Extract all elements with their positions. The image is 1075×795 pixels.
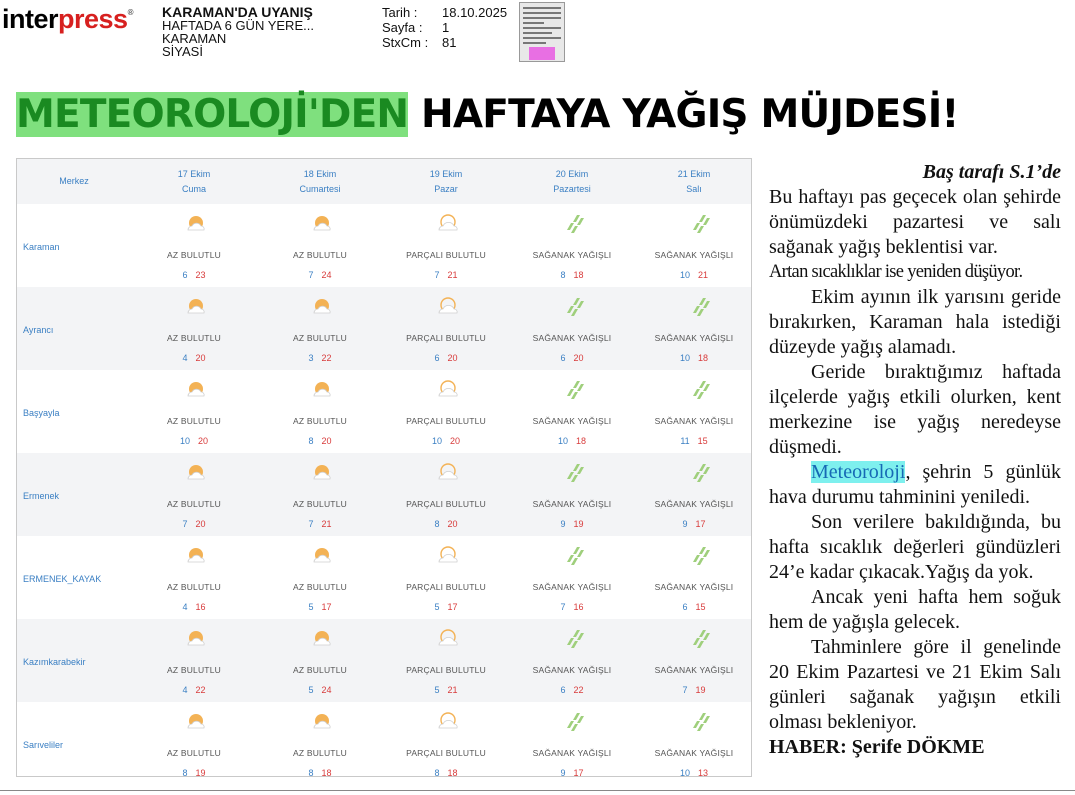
- temperature-range: [131, 602, 257, 612]
- forecast-cell: [383, 702, 509, 777]
- forecast-cell: [635, 619, 752, 702]
- high-temp: 22: [195, 685, 206, 695]
- temperature-range: [131, 353, 257, 363]
- partly-cloudy-icon: [185, 295, 207, 317]
- temperature-range: [257, 270, 383, 280]
- low-temp: 4: [182, 602, 188, 612]
- rain-icon: [689, 212, 711, 234]
- clipping-city: KARAMAN: [162, 31, 227, 46]
- forecast-cell: [635, 453, 752, 536]
- high-temp: 20: [447, 353, 458, 363]
- low-temp: 6: [682, 602, 688, 612]
- low-temp: 4: [182, 353, 188, 363]
- condition-text: PARÇALI BULUTLU: [406, 416, 486, 426]
- condition-text: PARÇALI BULUTLU: [406, 582, 486, 592]
- continued-from: Baş tarafı S.1’de: [922, 161, 1061, 183]
- high-temp: 24: [321, 270, 332, 280]
- low-temp: 10: [179, 436, 190, 446]
- high-temp: 20: [447, 519, 458, 529]
- temperature-range: [257, 602, 383, 612]
- paragraph: Son verilere bakıldığında, bu hafta sıcaklık değerleri gündüzleri 24’e kadar çıkacak.Yağış da yok.: [769, 511, 1061, 583]
- forecast-cell: [509, 702, 635, 777]
- high-temp: 22: [573, 685, 584, 695]
- condition-text: SAĞANAK YAĞIŞLI: [654, 499, 734, 509]
- temperature-range: [635, 768, 752, 777]
- high-temp: 19: [695, 685, 706, 695]
- thumbnail-highlight: [529, 47, 555, 60]
- low-temp: 4: [182, 685, 188, 695]
- condition-text: AZ BULUTLU: [293, 416, 347, 426]
- partly-cloudy-icon: [311, 378, 333, 400]
- temperature-range: [635, 602, 752, 612]
- condition-text: SAĞANAK YAĞIŞLI: [532, 748, 612, 758]
- high-temp: 18: [698, 353, 709, 363]
- low-temp: 7: [182, 519, 188, 529]
- forecast-cell: [131, 287, 257, 370]
- low-temp: 10: [679, 768, 690, 777]
- cloudy-sun-icon: [437, 544, 459, 566]
- high-temp: 13: [698, 768, 709, 777]
- condition-text: SAĞANAK YAĞIŞLI: [532, 665, 612, 675]
- temperature-range: [383, 436, 509, 446]
- forecast-cell: [131, 619, 257, 702]
- high-temp: 24: [321, 685, 332, 695]
- clipping-subtitle: HAFTADA 6 GÜN YERE...: [162, 18, 314, 33]
- low-temp: 5: [308, 602, 314, 612]
- high-temp: 20: [321, 436, 332, 446]
- publication-name: KARAMAN'DA UYANIŞ: [162, 4, 313, 20]
- condition-text: AZ BULUTLU: [167, 416, 221, 426]
- temperature-range: [383, 768, 509, 777]
- interpress-logo: [2, 4, 133, 35]
- temperature-range: [635, 436, 752, 446]
- rain-icon: [689, 627, 711, 649]
- forecast-cell: [383, 619, 509, 702]
- article-headline: [16, 92, 1066, 137]
- temperature-range: [509, 353, 635, 363]
- partly-cloudy-icon: [185, 378, 207, 400]
- high-temp: 20: [195, 519, 206, 529]
- forecast-cell: [131, 536, 257, 619]
- forecast-row: [17, 619, 751, 702]
- city-name: Ermenek: [23, 491, 60, 501]
- city-name: Ayrancı: [23, 325, 54, 335]
- forecast-row: [17, 287, 751, 370]
- forecast-cell: [635, 287, 752, 370]
- date-label: Tarih :: [382, 5, 418, 20]
- forecast-cell: [383, 287, 509, 370]
- partly-cloudy-icon: [185, 627, 207, 649]
- condition-text: SAĞANAK YAĞIŞLI: [532, 333, 612, 343]
- day-header: 18 Ekim Cumartesi: [299, 169, 341, 194]
- condition-text: SAĞANAK YAĞIŞLI: [532, 250, 612, 260]
- forecast-header-row: [17, 159, 751, 204]
- temperature-range: [131, 685, 257, 695]
- weather-forecast-table: [16, 158, 752, 777]
- low-temp: 10: [431, 436, 442, 446]
- forecast-cell: [131, 702, 257, 777]
- forecast-cell: [383, 370, 509, 453]
- partly-cloudy-icon: [185, 710, 207, 732]
- rain-icon: [563, 212, 585, 234]
- paragraph: Meteoroloji, şehrin 5 günlük hava durumu tahminini yeniledi.: [769, 461, 1061, 508]
- temperature-range: [635, 270, 752, 280]
- low-temp: 9: [682, 519, 688, 529]
- forecast-cell: [635, 536, 752, 619]
- condition-text: AZ BULUTLU: [293, 333, 347, 343]
- high-temp: 21: [321, 519, 332, 529]
- high-temp: 19: [573, 519, 584, 529]
- paragraph: Ekim ayının ilk yarısını geride bırakırken, Karaman hala istediği düzeyde yağış alamadı.: [769, 286, 1061, 358]
- low-temp: 8: [308, 768, 314, 777]
- forecast-row: [17, 370, 751, 453]
- forecast-cell: [257, 536, 383, 619]
- forecast-cell: [509, 619, 635, 702]
- temperature-range: [257, 685, 383, 695]
- day-header: 20 Ekim Pazartesi: [553, 169, 591, 194]
- partly-cloudy-icon: [311, 212, 333, 234]
- condition-text: PARÇALI BULUTLU: [406, 250, 486, 260]
- cloudy-sun-icon: [437, 461, 459, 483]
- temperature-range: [257, 353, 383, 363]
- condition-text: SAĞANAK YAĞIŞLI: [654, 250, 734, 260]
- condition-text: AZ BULUTLU: [167, 499, 221, 509]
- date-value: 18.10.2025: [442, 5, 508, 20]
- temperature-range: [635, 519, 752, 529]
- temperature-range: [509, 270, 635, 280]
- city-name: Karaman: [23, 242, 60, 252]
- low-temp: 8: [434, 768, 440, 777]
- temperature-range: [257, 519, 383, 529]
- condition-text: PARÇALI BULUTLU: [406, 748, 486, 758]
- rain-icon: [689, 295, 711, 317]
- condition-text: SAĞANAK YAĞIŞLI: [532, 499, 612, 509]
- forecast-row: [17, 536, 751, 619]
- rain-icon: [563, 378, 585, 400]
- forecast-cell: [257, 287, 383, 370]
- page-value: 1: [442, 20, 450, 35]
- high-temp: 20: [195, 353, 206, 363]
- high-temp: 17: [573, 768, 584, 777]
- forecast-cell: [383, 536, 509, 619]
- stxcm-value: 81: [442, 35, 457, 50]
- forecast-cell: [257, 619, 383, 702]
- merkez-header: Merkez: [59, 176, 89, 186]
- city-name: ERMENEK_KAYAK: [23, 574, 102, 584]
- low-temp: 7: [434, 270, 440, 280]
- temperature-range: [131, 768, 257, 777]
- high-temp: 18: [576, 436, 587, 446]
- paragraph: Ancak yeni hafta hem soğuk hem de yağışla gelecek.: [769, 586, 1061, 633]
- condition-text: AZ BULUTLU: [167, 665, 221, 675]
- high-temp: 19: [195, 768, 206, 777]
- forecast-cell: [383, 204, 509, 287]
- low-temp: 7: [682, 685, 688, 695]
- forecast-cell: [635, 702, 752, 777]
- temperature-range: [131, 436, 257, 446]
- rain-icon: [563, 627, 585, 649]
- forecast-cell: [383, 453, 509, 536]
- logo-part2: press: [58, 4, 128, 34]
- low-temp: 6: [182, 270, 188, 280]
- temperature-range: [635, 685, 752, 695]
- condition-text: AZ BULUTLU: [167, 250, 221, 260]
- article-body: [769, 160, 1061, 760]
- day-header: 17 Ekim Cuma: [177, 169, 211, 194]
- paragraph: Tahminlere göre il genelinde 20 Ekim Pazartesi ve 21 Ekim Salı günleri sağanak yağışın etkili olması bekleniyor.: [769, 636, 1061, 733]
- forecast-cell: [635, 370, 752, 453]
- forecast-cell: [635, 204, 752, 287]
- cloudy-sun-icon: [437, 212, 459, 234]
- partly-cloudy-icon: [311, 295, 333, 317]
- high-temp: 17: [695, 519, 706, 529]
- clipping-info: [162, 6, 314, 58]
- page-thumbnail[interactable]: [519, 2, 565, 62]
- high-temp: 17: [447, 602, 458, 612]
- forecast-cell: [131, 370, 257, 453]
- high-temp: 18: [573, 270, 584, 280]
- condition-text: AZ BULUTLU: [293, 499, 347, 509]
- forecast-cell: [257, 453, 383, 536]
- forecast-cell: [131, 453, 257, 536]
- condition-text: AZ BULUTLU: [167, 582, 221, 592]
- temperature-range: [131, 519, 257, 529]
- day-header: 21 Ekim Salı: [677, 169, 711, 194]
- high-temp: 16: [195, 602, 206, 612]
- condition-text: SAĞANAK YAĞIŞLI: [654, 333, 734, 343]
- condition-text: SAĞANAK YAĞIŞLI: [654, 582, 734, 592]
- high-temp: 16: [573, 602, 584, 612]
- forecast-cell: [509, 370, 635, 453]
- paragraph: Bu haftayı pas geçecek olan şehirde önümüzdeki pazartesi ve salı sağanak yağış beklentisi var.: [769, 186, 1061, 258]
- high-temp: 20: [573, 353, 584, 363]
- byline: HABER: Şerife DÖKME: [769, 736, 985, 758]
- cloudy-sun-icon: [437, 378, 459, 400]
- forecast-cell: [509, 204, 635, 287]
- cloudy-sun-icon: [437, 710, 459, 732]
- city-name: Kazımkarabekir: [23, 657, 86, 667]
- condition-text: SAĞANAK YAĞIŞLI: [654, 416, 734, 426]
- temperature-range: [509, 519, 635, 529]
- rain-icon: [563, 461, 585, 483]
- low-temp: 10: [679, 353, 690, 363]
- forecast-cell: [509, 453, 635, 536]
- low-temp: 8: [182, 768, 188, 777]
- high-temp: 18: [321, 768, 332, 777]
- page-label: Sayfa :: [382, 20, 423, 35]
- paragraph: Geride bıraktığımız haftada ilçelerde yağış etkili olurken, kent merkezine ise yağış neredeyse düşmedi.: [769, 361, 1061, 458]
- condition-text: AZ BULUTLU: [293, 582, 347, 592]
- condition-text: AZ BULUTLU: [293, 748, 347, 758]
- temperature-range: [383, 519, 509, 529]
- high-temp: 22: [321, 353, 332, 363]
- forecast-cell: [257, 204, 383, 287]
- temperature-range: [509, 685, 635, 695]
- logo-part1: inter: [2, 4, 59, 34]
- rain-icon: [689, 544, 711, 566]
- forecast-row: [17, 702, 751, 777]
- page-divider: [0, 790, 1075, 791]
- low-temp: 8: [560, 270, 566, 280]
- low-temp: 7: [560, 602, 566, 612]
- low-temp: 9: [560, 519, 566, 529]
- condition-text: PARÇALI BULUTLU: [406, 333, 486, 343]
- high-temp: 18: [447, 768, 458, 777]
- partly-cloudy-icon: [311, 710, 333, 732]
- high-temp: 21: [447, 685, 458, 695]
- high-temp: 21: [698, 270, 709, 280]
- forecast-cell: [131, 204, 257, 287]
- condition-text: AZ BULUTLU: [293, 250, 347, 260]
- logo-mark: ®: [127, 8, 133, 17]
- cloudy-sun-icon: [437, 295, 459, 317]
- high-temp: 21: [447, 270, 458, 280]
- low-temp: 8: [308, 436, 314, 446]
- high-temp: 15: [695, 602, 706, 612]
- rain-icon: [563, 544, 585, 566]
- low-temp: 7: [308, 270, 314, 280]
- temperature-range: [383, 270, 509, 280]
- highlighted-keyword: Meteoroloji: [811, 461, 906, 483]
- clipping-category: SİYASİ: [162, 44, 203, 59]
- forecast-cell: [509, 287, 635, 370]
- high-temp: 17: [321, 602, 332, 612]
- low-temp: 5: [434, 602, 440, 612]
- partly-cloudy-icon: [185, 461, 207, 483]
- temperature-range: [383, 685, 509, 695]
- low-temp: 5: [308, 685, 314, 695]
- temperature-range: [257, 436, 383, 446]
- temperature-range: [635, 353, 752, 363]
- partly-cloudy-icon: [185, 544, 207, 566]
- city-name: Başyayla: [23, 408, 60, 418]
- low-temp: 10: [679, 270, 690, 280]
- rain-icon: [689, 710, 711, 732]
- stxcm-label: StxCm :: [382, 35, 429, 50]
- rain-icon: [689, 378, 711, 400]
- condition-text: SAĞANAK YAĞIŞLI: [654, 748, 734, 758]
- paragraph: Artan sıcaklıklar ise yeniden düşüyor.: [769, 262, 1023, 282]
- low-temp: 11: [680, 436, 690, 446]
- low-temp: 6: [560, 353, 566, 363]
- condition-text: AZ BULUTLU: [293, 665, 347, 675]
- headline-highlight: METEOROLOJİ'DEN: [16, 92, 409, 137]
- clipping-meta: [382, 5, 507, 50]
- rain-icon: [689, 461, 711, 483]
- city-name: Sarıveliler: [23, 740, 64, 750]
- low-temp: 6: [434, 353, 440, 363]
- condition-text: PARÇALI BULUTLU: [406, 665, 486, 675]
- low-temp: 7: [308, 519, 314, 529]
- high-temp: 15: [697, 436, 708, 446]
- day-header: 19 Ekim Pazar: [429, 169, 463, 194]
- temperature-range: [509, 768, 635, 777]
- forecast-row: [17, 453, 751, 536]
- high-temp: 20: [198, 436, 209, 446]
- condition-text: SAĞANAK YAĞIŞLI: [654, 665, 734, 675]
- temperature-range: [131, 270, 257, 280]
- partly-cloudy-icon: [311, 544, 333, 566]
- cloudy-sun-icon: [437, 627, 459, 649]
- headline-rest: HAFTAYA YAĞIŞ MÜJDESİ!: [408, 92, 959, 137]
- low-temp: 9: [560, 768, 566, 777]
- temperature-range: [383, 602, 509, 612]
- temperature-range: [383, 353, 509, 363]
- condition-text: AZ BULUTLU: [167, 748, 221, 758]
- rain-icon: [563, 295, 585, 317]
- forecast-cell: [509, 536, 635, 619]
- condition-text: SAĞANAK YAĞIŞLI: [532, 416, 612, 426]
- low-temp: 3: [308, 353, 314, 363]
- forecast-row: [17, 204, 751, 287]
- low-temp: 5: [434, 685, 440, 695]
- high-temp: 23: [195, 270, 206, 280]
- low-temp: 10: [557, 436, 568, 446]
- temperature-range: [509, 436, 635, 446]
- partly-cloudy-icon: [311, 461, 333, 483]
- condition-text: SAĞANAK YAĞIŞLI: [532, 582, 612, 592]
- rain-icon: [563, 710, 585, 732]
- forecast-cell: [257, 702, 383, 777]
- partly-cloudy-icon: [311, 627, 333, 649]
- condition-text: AZ BULUTLU: [167, 333, 221, 343]
- high-temp: 20: [450, 436, 461, 446]
- forecast-cell: [257, 370, 383, 453]
- temperature-range: [257, 768, 383, 777]
- condition-text: PARÇALI BULUTLU: [406, 499, 486, 509]
- partly-cloudy-icon: [185, 212, 207, 234]
- low-temp: 8: [434, 519, 440, 529]
- temperature-range: [509, 602, 635, 612]
- low-temp: 6: [560, 685, 566, 695]
